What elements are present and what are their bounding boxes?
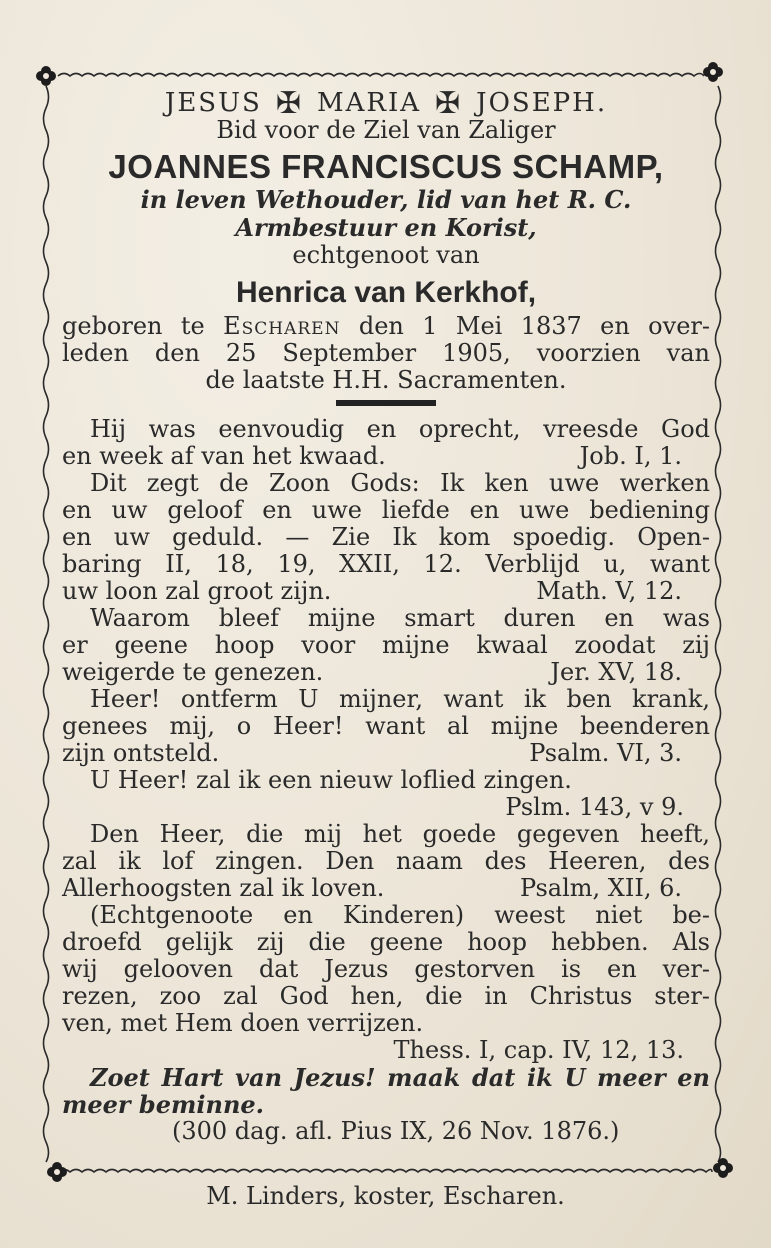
bio-line-2: leden den 25 September 1905, voorzien van <box>62 339 710 367</box>
verse-last-line <box>62 443 710 470</box>
verse-reference: Pslm. 143, v 9. <box>505 793 684 821</box>
verse-reference: Psalm, XII, 6. <box>519 874 682 902</box>
verse-last-line <box>62 767 710 794</box>
verse-reference: Job. I, 1. <box>579 442 682 470</box>
verse-text: en week af van het kwaad. <box>62 442 386 470</box>
prayer-line-1: Zoet Hart van Jezus! maak dat ik U meer en <box>90 1063 710 1092</box>
verse-line: (Echtgenoote en Kinderen) weest niet be- <box>90 901 710 929</box>
verse-line: Heer! ontferm U mijner, want ik ben krank, <box>90 685 710 713</box>
verse-line: er geene hoop voor mijne kwaal zoodat zij <box>62 631 710 659</box>
corner-flower-icon <box>703 62 723 82</box>
verse-reference: Psalm. VI, 3. <box>529 739 682 767</box>
verse-line: Hij was eenvoudig en oprecht, vreesde God <box>90 415 710 443</box>
maria-label: MARIA <box>316 88 421 118</box>
scripture-verses <box>62 416 710 1064</box>
verse-line: Den Heer, die mij het goede gegeven heeft, <box>90 820 710 848</box>
prayer-line-2: meer beminne. <box>62 1090 265 1119</box>
divider-rule <box>336 400 436 406</box>
verse-line: zal ik lof zingen. Den naam des Heeren, des <box>62 847 710 875</box>
verse-text: zijn ontsteld. <box>62 739 220 767</box>
verse-line: genees mij, o Heer! want al mijne beenderen <box>62 712 710 740</box>
border-wave <box>44 86 49 1162</box>
verse-line: Dit zegt de Zoon Gods: Ik ken uwe werken <box>90 469 710 497</box>
border-wave <box>58 1170 712 1173</box>
border-wave <box>58 74 704 77</box>
deceased-name: JOANNES FRANCISCUS SCHAMP, <box>108 148 664 185</box>
verse-line: Waarom bleef mijne smart duren en was <box>90 604 710 632</box>
verse-reference: Math. V, 12. <box>536 577 682 605</box>
verse-line: wij gelooven dat Jezus gestorven is en ver- <box>62 955 710 983</box>
joseph-label: JOSEPH. <box>476 88 608 118</box>
verse-text: uw loon zal groot zijn. <box>62 577 332 605</box>
verse-text: weigerde te genezen. <box>62 658 324 686</box>
maltese-cross-icon: ✠ <box>275 86 303 121</box>
verse-line: en uw geloof en uwe liefde en uwe bediening <box>62 496 710 524</box>
intro-line: Bid voor de Ziel van Zaliger <box>216 116 556 144</box>
printer-footer: M. Linders, koster, Escharen. <box>206 1182 565 1210</box>
corner-flower-icon <box>47 1162 67 1182</box>
verse-reference: Jer. XV, 18. <box>550 658 682 686</box>
verse-text: Allerhoogsten zal ik loven. <box>62 874 385 902</box>
role-line-1: in leven Wethouder, lid van het R. C. <box>140 185 632 214</box>
verse-text: U Heer! zal ik een nieuw loflied zingen. <box>90 766 572 794</box>
verse-last-line <box>62 875 710 902</box>
bio-text: geboren te <box>62 312 205 340</box>
verse-last-line <box>62 659 710 686</box>
jesus-label: JESUS <box>164 88 262 118</box>
indulgence-line: (300 dag. afl. Pius IX, 26 Nov. 1876.) <box>172 1117 620 1145</box>
verse-line: droefd gelijk zij die geene hoop hebben. Als <box>62 928 710 956</box>
corner-flower-icon <box>36 66 56 86</box>
birth-place: Escharen <box>223 312 341 340</box>
role-line-2: Armbestuur en Korist, <box>235 213 537 242</box>
bio-line-3: de laatste H.H. Sacramenten. <box>205 366 567 394</box>
spouse-name: Henrica van Kerkhof, <box>235 276 537 309</box>
holy-names <box>62 86 710 121</box>
bio-line-1 <box>62 313 710 340</box>
card-text <box>62 88 710 1145</box>
maltese-cross-icon: ✠ <box>435 86 463 121</box>
verse-line: rezen, zoo zal God hen, die in Christus ster- <box>62 982 710 1010</box>
spouse-intro: echtgenoot van <box>292 241 480 269</box>
verse-reference: Thess. I, cap. IV, 12, 13. <box>393 1036 684 1064</box>
corner-flower-icon <box>713 1158 733 1178</box>
border-wave <box>716 86 721 1162</box>
verse-last-line <box>62 578 710 605</box>
verse-line: baring II, 18, 19, XXII, 12. Verblijd u, want <box>62 550 710 578</box>
verse-line: en uw geduld. — Zie Ik kom spoedig. Open- <box>62 523 710 551</box>
verse-text: ven, met Hem doen verrijzen. <box>62 1009 424 1037</box>
bio-text: den 1 Mei 1837 en over- <box>358 312 710 340</box>
verse-last-line <box>62 1010 710 1037</box>
verse-last-line <box>62 740 710 767</box>
